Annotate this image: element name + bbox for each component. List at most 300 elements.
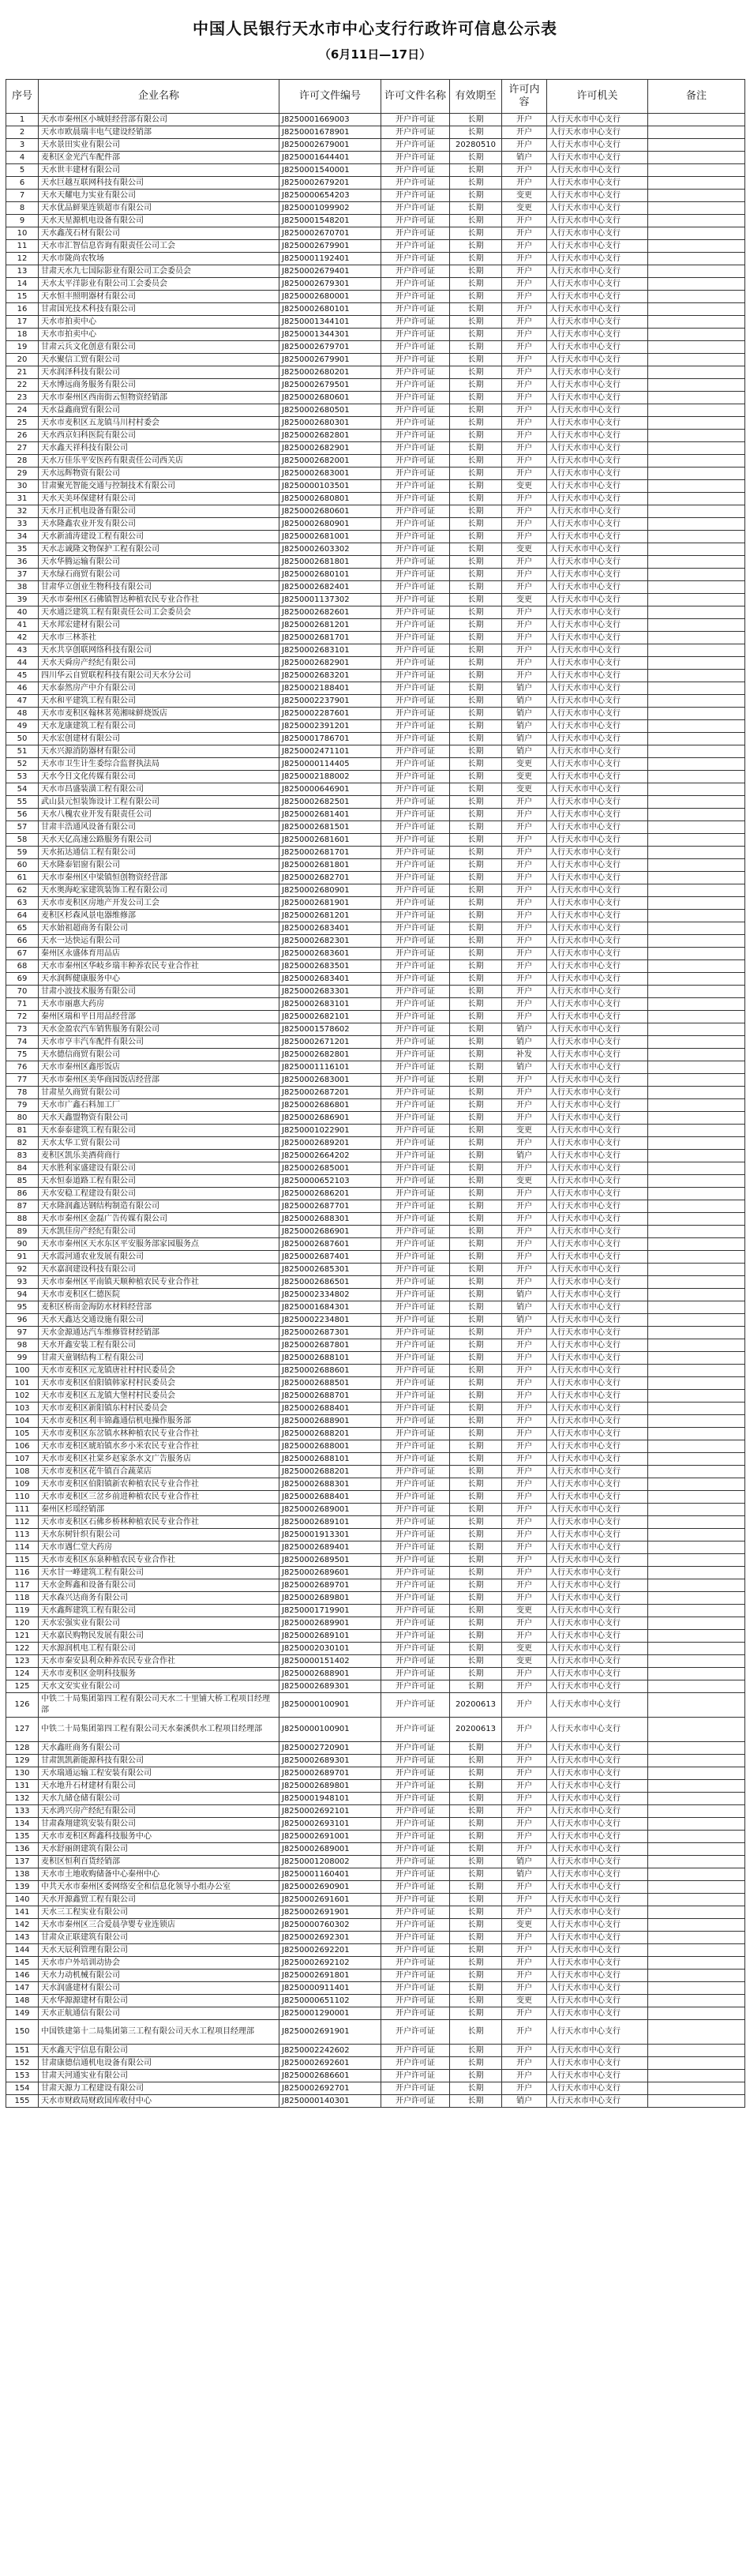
cell-index: 128 (6, 1742, 39, 1755)
cell-permit-name: 开户许可证 (381, 1906, 450, 1919)
cell-valid-until: 长期 (450, 354, 502, 366)
cell-permit-content: 开户 (502, 1428, 547, 1440)
cell-remarks (648, 329, 745, 341)
cell-issuing-authority: 人行天水市中心支行 (547, 1200, 648, 1213)
cell-permit-content: 开户 (502, 796, 547, 809)
cell-valid-until: 长期 (450, 505, 502, 518)
cell-permit-number: J8250002683201 (279, 670, 381, 682)
cell-issuing-authority: 人行天水市中心支行 (547, 1453, 648, 1466)
cell-company-name: 天水太平洋影业有限公司工会委员会 (39, 278, 279, 291)
cell-permit-number: J8250002692101 (279, 1805, 381, 1818)
cell-remarks (648, 1970, 745, 1982)
cell-company-name: 麦积区桥南金海防水材料经营部 (39, 1301, 279, 1314)
cell-company-name: 天水嘉民购物民发展有限公司 (39, 1630, 279, 1643)
cell-permit-name: 开户许可证 (381, 531, 450, 543)
table-row (6, 1742, 745, 1755)
cell-permit-content: 开户 (502, 366, 547, 379)
cell-index: 35 (6, 543, 39, 556)
cell-permit-name: 开户许可证 (381, 493, 450, 505)
cell-index: 27 (6, 442, 39, 455)
cell-issuing-authority: 人行天水市中心支行 (547, 126, 648, 139)
cell-issuing-authority: 人行天水市中心支行 (547, 1680, 648, 1693)
cell-company-name: 天水市麦积区翰林茗苑湘味鲜烧饭店 (39, 708, 279, 720)
cell-issuing-authority: 人行天水市中心支行 (547, 1403, 648, 1415)
table-row (6, 1668, 745, 1680)
cell-index: 122 (6, 1643, 39, 1655)
cell-company-name: 天水隆鑫农业开发有限公司 (39, 518, 279, 531)
table-row (6, 468, 745, 480)
cell-remarks (648, 1541, 745, 1554)
cell-index: 70 (6, 986, 39, 998)
cell-index: 143 (6, 1932, 39, 1944)
cell-permit-content: 开户 (502, 227, 547, 240)
cell-permit-name: 开户许可证 (381, 1061, 450, 1074)
cell-permit-number: J8250001948101 (279, 1793, 381, 1805)
table-row (6, 2070, 745, 2082)
cell-issuing-authority: 人行天水市中心支行 (547, 2045, 648, 2057)
cell-permit-number: J8250000652103 (279, 1175, 381, 1188)
cell-valid-until: 长期 (450, 430, 502, 442)
cell-issuing-authority: 人行天水市中心支行 (547, 2007, 648, 2020)
cell-valid-until: 长期 (450, 733, 502, 745)
cell-remarks (648, 745, 745, 758)
cell-permit-content: 开户 (502, 2045, 547, 2057)
cell-permit-number: J8250002688901 (279, 1668, 381, 1680)
cell-valid-until: 长期 (450, 986, 502, 998)
cell-index: 153 (6, 2070, 39, 2082)
table-row (6, 1932, 745, 1944)
cell-remarks (648, 1327, 745, 1339)
cell-permit-number: J8250001137302 (279, 594, 381, 606)
cell-permit-number: J8250002682301 (279, 935, 381, 948)
table-row (6, 1327, 745, 1339)
table-row (6, 1592, 745, 1605)
cell-remarks (648, 821, 745, 834)
cell-issuing-authority: 人行天水市中心支行 (547, 1894, 648, 1906)
cell-permit-number: J8250002679001 (279, 139, 381, 152)
table-row (6, 733, 745, 745)
cell-company-name: 天水甘一峰建筑工程有限公司 (39, 1567, 279, 1579)
cell-index: 139 (6, 1881, 39, 1894)
cell-permit-name: 开户许可证 (381, 644, 450, 657)
cell-permit-name: 开户许可证 (381, 973, 450, 986)
cell-remarks (648, 164, 745, 177)
cell-remarks (648, 1125, 745, 1137)
cell-permit-name: 开户许可证 (381, 1516, 450, 1529)
cell-issuing-authority: 人行天水市中心支行 (547, 948, 648, 960)
cell-issuing-authority: 人行天水市中心支行 (547, 2082, 648, 2095)
table-row (6, 872, 745, 884)
cell-permit-content: 开户 (502, 1630, 547, 1643)
cell-valid-until: 长期 (450, 644, 502, 657)
cell-permit-content: 变更 (502, 758, 547, 771)
cell-permit-name: 开户许可证 (381, 1036, 450, 1049)
cell-issuing-authority: 人行天水市中心支行 (547, 1516, 648, 1529)
cell-remarks (648, 910, 745, 922)
cell-valid-until: 长期 (450, 531, 502, 543)
cell-permit-content: 开户 (502, 1200, 547, 1213)
cell-index: 67 (6, 948, 39, 960)
cell-permit-number: J8250002242602 (279, 2045, 381, 2057)
cell-index: 132 (6, 1793, 39, 1805)
cell-permit-number: J8250000100901 (279, 1693, 381, 1718)
cell-permit-number: J8250002682101 (279, 1011, 381, 1023)
cell-permit-number: J8250002691001 (279, 1831, 381, 1843)
table-row (6, 1881, 745, 1894)
table-row (6, 1415, 745, 1428)
cell-valid-until: 长期 (450, 480, 502, 493)
cell-permit-content: 开户 (502, 1162, 547, 1175)
table-row (6, 316, 745, 329)
cell-permit-content: 开户 (502, 644, 547, 657)
cell-permit-content: 开户 (502, 1755, 547, 1767)
cell-permit-name: 开户许可证 (381, 897, 450, 910)
cell-valid-until: 长期 (450, 581, 502, 594)
cell-remarks (648, 594, 745, 606)
cell-permit-number: J8250001344301 (279, 329, 381, 341)
cell-company-name: 天水绿石商贸有限公司 (39, 569, 279, 581)
cell-permit-content: 开户 (502, 379, 547, 392)
cell-company-name: 天水鑫天祥科技有限公司 (39, 442, 279, 455)
cell-permit-number: J8250000103501 (279, 480, 381, 493)
cell-permit-number: J8250002683001 (279, 468, 381, 480)
cell-index: 109 (6, 1478, 39, 1491)
cell-permit-number: J8250002680901 (279, 518, 381, 531)
cell-permit-content: 开户 (502, 1504, 547, 1516)
cell-permit-name: 开户许可证 (381, 1226, 450, 1238)
cell-company-name: 天水地升石材建材有限公司 (39, 1780, 279, 1793)
cell-permit-number: J8250002689401 (279, 1541, 381, 1554)
cell-valid-until: 长期 (450, 1932, 502, 1944)
cell-permit-name: 开户许可证 (381, 177, 450, 190)
cell-remarks (648, 1213, 745, 1226)
cell-permit-name: 开户许可证 (381, 1251, 450, 1264)
cell-valid-until: 长期 (450, 1592, 502, 1605)
cell-valid-until: 长期 (450, 329, 502, 341)
cell-permit-name: 开户许可证 (381, 404, 450, 417)
table-row (6, 1843, 745, 1856)
table-row (6, 720, 745, 733)
cell-permit-content: 开户 (502, 1516, 547, 1529)
cell-permit-number: J8250002687701 (279, 1200, 381, 1213)
cell-permit-content: 开户 (502, 1818, 547, 1831)
cell-company-name: 天水聚信工贸有限公司 (39, 354, 279, 366)
cell-remarks (648, 455, 745, 468)
cell-issuing-authority: 人行天水市中心支行 (547, 1982, 648, 1995)
table-header (6, 80, 745, 114)
cell-index: 51 (6, 745, 39, 758)
cell-issuing-authority: 人行天水市中心支行 (547, 1440, 648, 1453)
table-row (6, 1780, 745, 1793)
cell-permit-name: 开户许可证 (381, 1289, 450, 1301)
cell-permit-number: J8250000151402 (279, 1655, 381, 1668)
cell-company-name: 天水月正机电设备有限公司 (39, 505, 279, 518)
cell-permit-content: 开户 (502, 442, 547, 455)
cell-issuing-authority: 人行天水市中心支行 (547, 1919, 648, 1932)
cell-permit-name: 开户许可证 (381, 303, 450, 316)
table-row (6, 1150, 745, 1162)
cell-permit-content: 开户 (502, 1617, 547, 1630)
cell-permit-content: 开户 (502, 1982, 547, 1995)
cell-company-name: 天水景田实业有限公司 (39, 139, 279, 152)
table-row (6, 581, 745, 594)
cell-index: 47 (6, 695, 39, 708)
cell-company-name: 天水瑞通运输工程安装有限公司 (39, 1767, 279, 1780)
cell-issuing-authority: 人行天水市中心支行 (547, 392, 648, 404)
cell-remarks (648, 1049, 745, 1061)
cell-permit-name: 开户许可证 (381, 1301, 450, 1314)
cell-company-name: 天水隆泰铝窗有限公司 (39, 859, 279, 872)
cell-index: 101 (6, 1377, 39, 1390)
cell-permit-number: J8250002680601 (279, 392, 381, 404)
cell-permit-number: J8250002691601 (279, 1894, 381, 1906)
cell-permit-number: J8250002030101 (279, 1643, 381, 1655)
cell-company-name: 秦州区永盛体育用品店 (39, 948, 279, 960)
cell-permit-name: 开户许可证 (381, 619, 450, 632)
cell-company-name: 中共天水市秦州区委网络安全和信息化领导小组办公室 (39, 1881, 279, 1894)
cell-permit-number: J8250002689801 (279, 1780, 381, 1793)
cell-index: 146 (6, 1970, 39, 1982)
cell-issuing-authority: 人行天水市中心支行 (547, 2070, 648, 2082)
cell-permit-content: 开户 (502, 329, 547, 341)
table-row (6, 1755, 745, 1767)
cell-valid-until: 20280510 (450, 139, 502, 152)
cell-index: 53 (6, 771, 39, 783)
table-row (6, 1314, 745, 1327)
cell-company-name: 天水龙康建筑工程有限公司 (39, 720, 279, 733)
cell-issuing-authority: 人行天水市中心支行 (547, 518, 648, 531)
cell-remarks (648, 682, 745, 695)
cell-valid-until: 长期 (450, 657, 502, 670)
cell-permit-content: 变更 (502, 1919, 547, 1932)
cell-company-name: 天水市秦安县利众种养农民专业合作社 (39, 1655, 279, 1668)
header-issuing-authority: 许可机关 (547, 80, 648, 114)
cell-permit-content: 开户 (502, 986, 547, 998)
cell-issuing-authority: 人行天水市中心支行 (547, 1162, 648, 1175)
cell-permit-name: 开户许可证 (381, 948, 450, 960)
cell-permit-content: 开户 (502, 1352, 547, 1365)
cell-issuing-authority: 人行天水市中心支行 (547, 1466, 648, 1478)
cell-permit-name: 开户许可证 (381, 1957, 450, 1970)
cell-index: 104 (6, 1415, 39, 1428)
cell-company-name: 天水今日文化传媒有限公司 (39, 771, 279, 783)
cell-valid-until: 长期 (450, 1818, 502, 1831)
cell-valid-until: 长期 (450, 973, 502, 986)
document-title: 中国人民银行天水市中心支行行政许可信息公示表 (193, 19, 557, 38)
table-row (6, 897, 745, 910)
cell-company-name: 天水共享创联网络科技有限公司 (39, 644, 279, 657)
table-row (6, 2007, 745, 2020)
table-row (6, 1630, 745, 1643)
cell-issuing-authority: 人行天水市中心支行 (547, 771, 648, 783)
cell-remarks (648, 1061, 745, 1074)
cell-permit-name: 开户许可证 (381, 505, 450, 518)
cell-valid-until: 长期 (450, 834, 502, 847)
cell-valid-until: 长期 (450, 745, 502, 758)
cell-permit-number: J8250001684301 (279, 1301, 381, 1314)
cell-company-name: 武山县元恒装饰设计工程有限公司 (39, 796, 279, 809)
cell-issuing-authority: 人行天水市中心支行 (547, 1617, 648, 1630)
cell-permit-content: 开户 (502, 114, 547, 126)
cell-remarks (648, 1780, 745, 1793)
cell-valid-until: 长期 (450, 872, 502, 884)
cell-company-name: 中国铁建第十二局集团第三工程有限公司天水工程项目经理部 (39, 2020, 279, 2045)
cell-company-name: 天水市广鑫石料加工厂 (39, 1099, 279, 1112)
cell-permit-number: J8250002681801 (279, 859, 381, 872)
cell-permit-content: 开户 (502, 859, 547, 872)
cell-remarks (648, 253, 745, 265)
cell-permit-number: J8250002603302 (279, 543, 381, 556)
cell-remarks (648, 1352, 745, 1365)
cell-permit-name: 开户许可证 (381, 1554, 450, 1567)
cell-issuing-authority: 人行天水市中心支行 (547, 1693, 648, 1718)
cell-permit-number: J8250000911401 (279, 1982, 381, 1995)
cell-index: 41 (6, 619, 39, 632)
cell-permit-name: 开户许可证 (381, 1630, 450, 1643)
cell-permit-name: 开户许可证 (381, 253, 450, 265)
cell-remarks (648, 493, 745, 505)
header-permit-content: 许可内容 (502, 80, 547, 114)
cell-remarks (648, 922, 745, 935)
cell-company-name: 天水市秦州区美华商园饭店经营部 (39, 1074, 279, 1087)
cell-permit-number: J8250002680001 (279, 291, 381, 303)
cell-permit-name: 开户许可证 (381, 1693, 450, 1718)
cell-permit-name: 开户许可证 (381, 1137, 450, 1150)
cell-permit-content: 开户 (502, 1554, 547, 1567)
cell-valid-until: 长期 (450, 114, 502, 126)
table-row (6, 442, 745, 455)
cell-permit-name: 开户许可证 (381, 1504, 450, 1516)
cell-index: 31 (6, 493, 39, 505)
cell-permit-number: J8250002689901 (279, 1617, 381, 1630)
cell-valid-until: 长期 (450, 1112, 502, 1125)
cell-issuing-authority: 人行天水市中心支行 (547, 581, 648, 594)
cell-permit-number: J8250001022901 (279, 1125, 381, 1137)
cell-company-name: 四川华云自贸联程科技有限公司天水分公司 (39, 670, 279, 682)
cell-permit-name: 开户许可证 (381, 1767, 450, 1780)
cell-valid-until: 长期 (450, 1868, 502, 1881)
cell-company-name: 天水市麦积区社棠乡赵家条水文广告服务店 (39, 1453, 279, 1466)
cell-issuing-authority: 人行天水市中心支行 (547, 1554, 648, 1567)
cell-valid-until: 长期 (450, 2045, 502, 2057)
table-row (6, 973, 745, 986)
cell-remarks (648, 1906, 745, 1919)
table-row (6, 253, 745, 265)
cell-valid-until: 长期 (450, 2057, 502, 2070)
cell-permit-number: J8250002686801 (279, 1099, 381, 1112)
cell-issuing-authority: 人行天水市中心支行 (547, 796, 648, 809)
cell-permit-number: J8250002688901 (279, 1415, 381, 1428)
cell-remarks (648, 1856, 745, 1868)
cell-index: 40 (6, 606, 39, 619)
cell-issuing-authority: 人行天水市中心支行 (547, 227, 648, 240)
cell-permit-name: 开户许可证 (381, 2020, 450, 2045)
cell-valid-until: 长期 (450, 695, 502, 708)
cell-company-name: 天水源润机电工程有限公司 (39, 1643, 279, 1655)
table-row (6, 1453, 745, 1466)
cell-valid-until: 长期 (450, 291, 502, 303)
table-row (6, 1061, 745, 1074)
cell-permit-number: J8250002681701 (279, 632, 381, 644)
cell-index: 55 (6, 796, 39, 809)
cell-index: 119 (6, 1605, 39, 1617)
cell-permit-number: J8250002690901 (279, 1881, 381, 1894)
cell-permit-content: 开户 (502, 1881, 547, 1894)
cell-permit-number: J8250002680601 (279, 505, 381, 518)
cell-permit-name: 开户许可证 (381, 1605, 450, 1617)
cell-company-name: 甘肃聚光智能交通与控制技术有限公司 (39, 480, 279, 493)
cell-valid-until: 长期 (450, 606, 502, 619)
cell-permit-content: 开户 (502, 581, 547, 594)
cell-index: 38 (6, 581, 39, 594)
table-row (6, 1074, 745, 1087)
cell-permit-content: 开户 (502, 922, 547, 935)
table-row (6, 1365, 745, 1377)
cell-remarks (648, 518, 745, 531)
cell-company-name: 天水市秦州区天水东区平安服务部家园服务点 (39, 1238, 279, 1251)
cell-permit-number: J8250002689801 (279, 1592, 381, 1605)
cell-valid-until: 长期 (450, 190, 502, 202)
cell-permit-content: 销户 (502, 1868, 547, 1881)
cell-valid-until: 长期 (450, 1314, 502, 1327)
cell-permit-name: 开户许可证 (381, 2045, 450, 2057)
cell-permit-number: J8250002681601 (279, 834, 381, 847)
table-row (6, 278, 745, 291)
cell-issuing-authority: 人行天水市中心支行 (547, 1188, 648, 1200)
cell-valid-until: 长期 (450, 935, 502, 948)
table-row (6, 1301, 745, 1314)
cell-issuing-authority: 人行天水市中心支行 (547, 1541, 648, 1554)
cell-valid-until: 长期 (450, 1894, 502, 1906)
table-row (6, 379, 745, 392)
cell-issuing-authority: 人行天水市中心支行 (547, 1011, 648, 1023)
cell-permit-number: J8250002683401 (279, 973, 381, 986)
cell-valid-until: 长期 (450, 2082, 502, 2095)
cell-issuing-authority: 人行天水市中心支行 (547, 1365, 648, 1377)
cell-valid-until: 长期 (450, 1238, 502, 1251)
cell-index: 118 (6, 1592, 39, 1605)
cell-permit-content: 开户 (502, 1932, 547, 1944)
cell-company-name: 秦州区瑞和平日用品经营部 (39, 1011, 279, 1023)
cell-permit-number: J8250002679401 (279, 265, 381, 278)
table-row (6, 821, 745, 834)
cell-issuing-authority: 人行天水市中心支行 (547, 1529, 648, 1541)
cell-permit-name: 开户许可证 (381, 935, 450, 948)
table-row (6, 1466, 745, 1478)
cell-permit-number: J8250002689701 (279, 1767, 381, 1780)
cell-permit-content: 变更 (502, 202, 547, 215)
cell-index: 9 (6, 215, 39, 227)
cell-issuing-authority: 人行天水市中心支行 (547, 695, 648, 708)
cell-valid-until: 长期 (450, 152, 502, 164)
cell-remarks (648, 1805, 745, 1818)
table-row (6, 505, 745, 518)
cell-permit-number: J8250002688601 (279, 1365, 381, 1377)
cell-permit-name: 开户许可证 (381, 1466, 450, 1478)
cell-remarks (648, 2045, 745, 2057)
cell-permit-number: J8250001913301 (279, 1529, 381, 1541)
cell-issuing-authority: 人行天水市中心支行 (547, 1655, 648, 1668)
cell-permit-content: 开户 (502, 1592, 547, 1605)
cell-index: 49 (6, 720, 39, 733)
cell-permit-name: 开户许可证 (381, 455, 450, 468)
cell-index: 84 (6, 1162, 39, 1175)
cell-issuing-authority: 人行天水市中心支行 (547, 139, 648, 152)
cell-permit-content: 开户 (502, 1693, 547, 1718)
cell-company-name: 天水天美环保建材有限公司 (39, 493, 279, 505)
cell-valid-until: 长期 (450, 884, 502, 897)
cell-issuing-authority: 人行天水市中心支行 (547, 1491, 648, 1504)
